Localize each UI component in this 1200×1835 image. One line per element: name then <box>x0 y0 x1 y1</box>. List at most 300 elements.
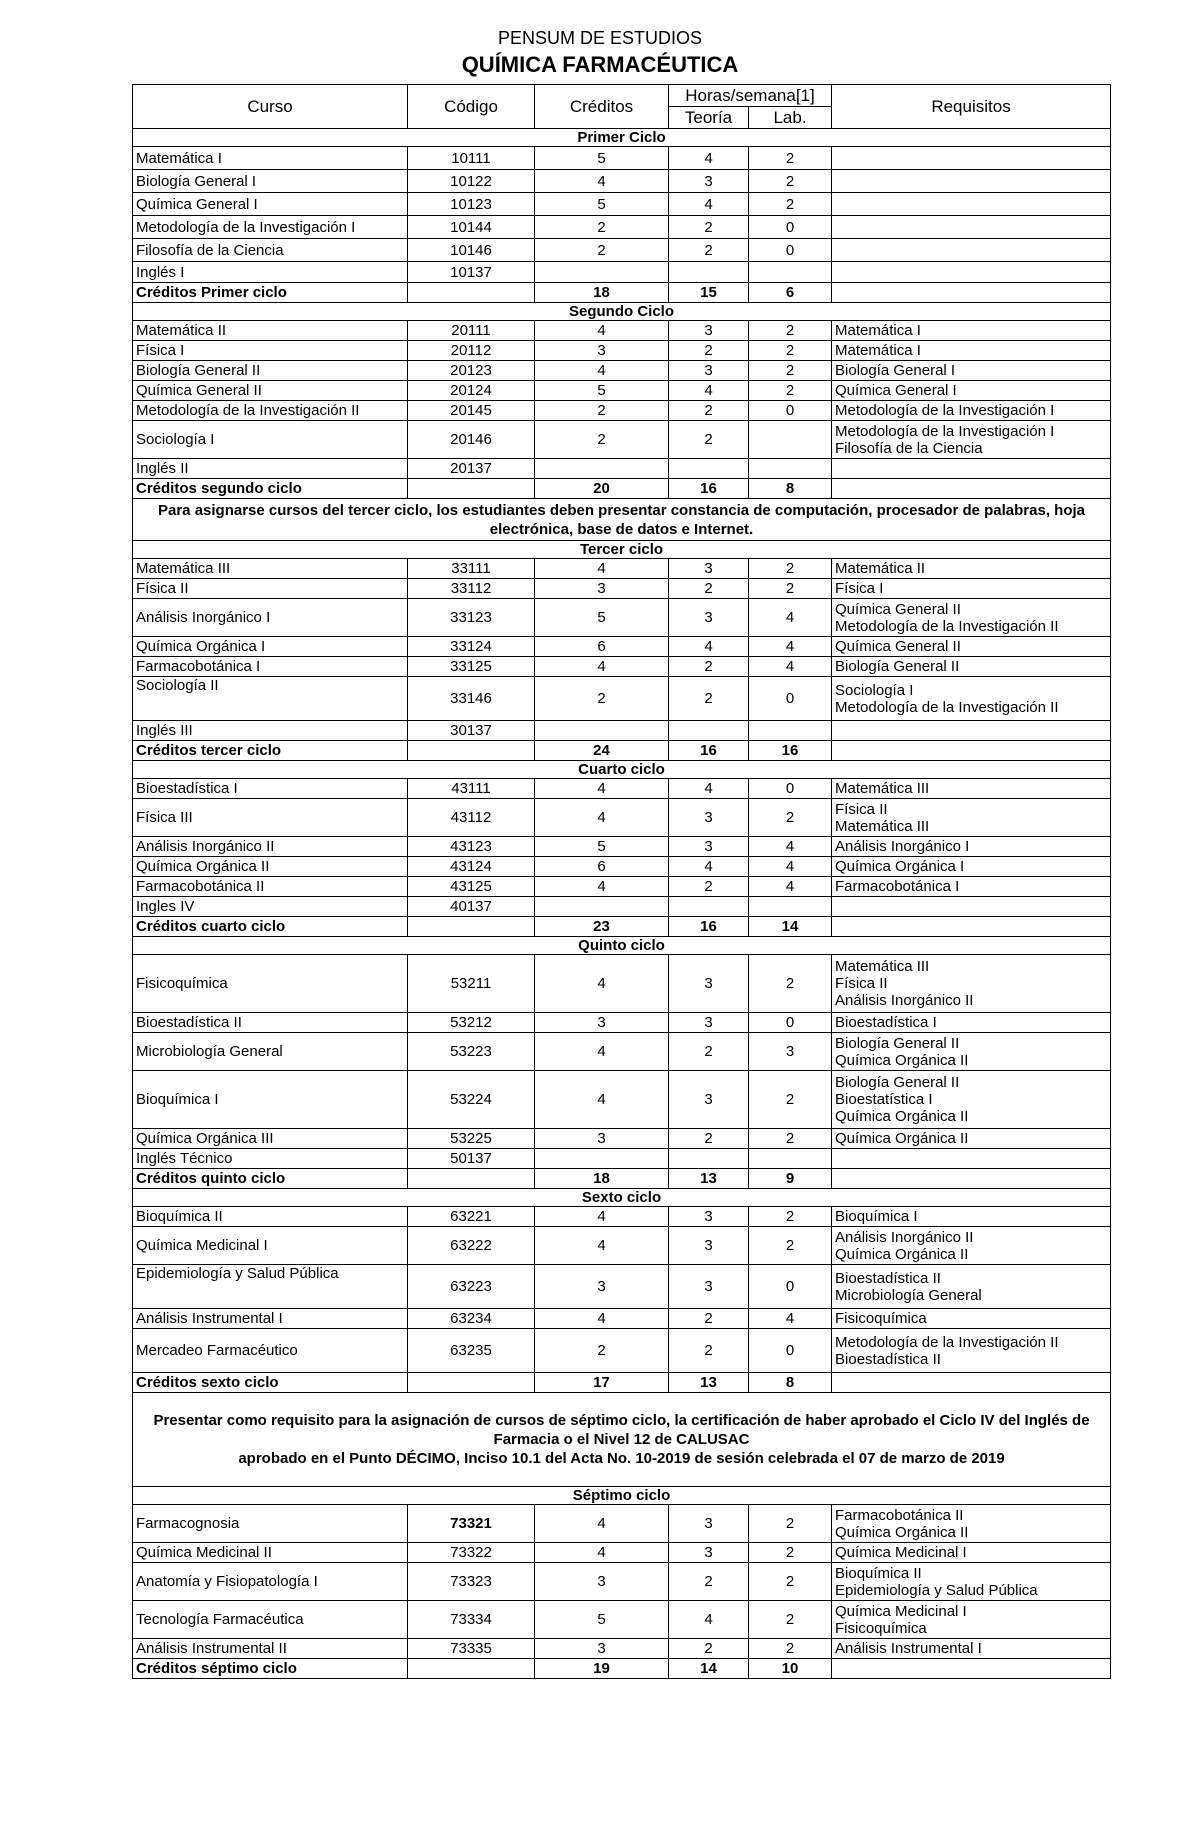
course-lab-hours: 2 <box>749 1601 832 1639</box>
pensum-table <box>132 84 1111 1679</box>
course-requisites: Fisicoquímica <box>832 1309 1111 1329</box>
course-row <box>133 1309 1111 1329</box>
course-row <box>133 1071 1111 1129</box>
course-name: Metodología de la Investigación I <box>133 216 408 239</box>
course-credits: 4 <box>535 1505 669 1543</box>
course-code: 63234 <box>408 1309 535 1329</box>
course-theory-hours: 3 <box>669 837 749 857</box>
course-row <box>133 193 1111 216</box>
course-theory-hours: 3 <box>669 1207 749 1227</box>
course-row <box>133 1149 1111 1169</box>
course-theory-hours: 3 <box>669 955 749 1013</box>
course-name: Farmacognosia <box>133 1505 408 1543</box>
course-theory-hours: 4 <box>669 147 749 170</box>
course-lab-hours: 0 <box>749 401 832 421</box>
course-row <box>133 341 1111 361</box>
course-credits: 5 <box>535 193 669 216</box>
total-lab-hours: 14 <box>749 917 832 937</box>
course-code: 43123 <box>408 837 535 857</box>
course-row <box>133 1033 1111 1071</box>
total-code-empty <box>408 741 535 761</box>
course-requisites: Metodología de la Investigación I Filosofía de la Ciencia <box>832 421 1111 459</box>
course-row <box>133 897 1111 917</box>
course-credits: 2 <box>535 421 669 459</box>
course-code: 30137 <box>408 721 535 741</box>
course-requisites: Química Orgánica II <box>832 1129 1111 1149</box>
course-code: 53223 <box>408 1033 535 1071</box>
cycle-total-row <box>133 741 1111 761</box>
course-code: 73322 <box>408 1543 535 1563</box>
course-requisites: Biología General II Química Orgánica II <box>832 1033 1111 1071</box>
course-requisites: Bioquímica II Epidemiología y Salud Pública <box>832 1563 1111 1601</box>
course-code: 20146 <box>408 421 535 459</box>
course-lab-hours: 4 <box>749 657 832 677</box>
course-name: Química General II <box>133 381 408 401</box>
course-name: Bioquímica I <box>133 1071 408 1129</box>
course-code: 20123 <box>408 361 535 381</box>
course-row <box>133 877 1111 897</box>
course-requisites: Biología General II Bioestatística I Química Orgánica II <box>832 1071 1111 1129</box>
course-row <box>133 421 1111 459</box>
course-requisites: Análisis Inorgánico I <box>832 837 1111 857</box>
course-code: 33123 <box>408 599 535 637</box>
course-lab-hours: 2 <box>749 147 832 170</box>
course-row <box>133 381 1111 401</box>
course-name: Inglés III <box>133 721 408 741</box>
cycle-heading: Tercer ciclo <box>133 541 1111 559</box>
course-theory-hours <box>669 262 749 283</box>
total-lab-hours: 6 <box>749 283 832 303</box>
cycle-total-row <box>133 1659 1111 1679</box>
header-lab: Lab. <box>749 107 832 129</box>
course-code: 10122 <box>408 170 535 193</box>
course-theory-hours: 2 <box>669 1309 749 1329</box>
course-requisites <box>832 262 1111 283</box>
course-code: 53211 <box>408 955 535 1013</box>
course-name: Bioestadística I <box>133 779 408 799</box>
course-name: Farmacobotánica I <box>133 657 408 677</box>
course-name: Química Medicinal II <box>133 1543 408 1563</box>
total-credits: 18 <box>535 1169 669 1189</box>
course-theory-hours: 2 <box>669 421 749 459</box>
course-theory-hours: 2 <box>669 1129 749 1149</box>
course-lab-hours: 2 <box>749 361 832 381</box>
course-lab-hours: 4 <box>749 599 832 637</box>
course-theory-hours: 3 <box>669 1265 749 1309</box>
requirement-note-row <box>133 499 1111 541</box>
course-credits <box>535 459 669 479</box>
course-name: Análisis Inorgánico II <box>133 837 408 857</box>
course-requisites: Bioestadística I <box>832 1013 1111 1033</box>
total-label: Créditos segundo ciclo <box>133 479 408 499</box>
course-requisites: Matemática III Física II Análisis Inorgánico II <box>832 955 1111 1013</box>
course-name: Sociología II <box>133 677 408 721</box>
cycle-heading-row <box>133 541 1111 559</box>
course-row <box>133 147 1111 170</box>
total-requisites-empty <box>832 1373 1111 1393</box>
course-credits: 4 <box>535 799 669 837</box>
course-lab-hours: 0 <box>749 239 832 262</box>
course-code: 73321 <box>408 1505 535 1543</box>
course-credits: 2 <box>535 239 669 262</box>
header-curso: Curso <box>133 85 408 129</box>
course-credits: 3 <box>535 1563 669 1601</box>
course-theory-hours: 3 <box>669 1505 749 1543</box>
total-credits: 24 <box>535 741 669 761</box>
total-credits: 18 <box>535 283 669 303</box>
course-code: 33124 <box>408 637 535 657</box>
course-lab-hours <box>749 459 832 479</box>
course-name: Análisis Instrumental II <box>133 1639 408 1659</box>
course-theory-hours: 2 <box>669 1563 749 1601</box>
course-requisites: Bioquímica I <box>832 1207 1111 1227</box>
course-theory-hours: 4 <box>669 857 749 877</box>
total-requisites-empty <box>832 917 1111 937</box>
course-requisites: Sociología I Metodología de la Investigación II <box>832 677 1111 721</box>
cycle-total-row <box>133 283 1111 303</box>
course-credits: 5 <box>535 147 669 170</box>
course-row <box>133 321 1111 341</box>
course-row <box>133 799 1111 837</box>
course-lab-hours <box>749 421 832 459</box>
course-row <box>133 721 1111 741</box>
total-requisites-empty <box>832 283 1111 303</box>
course-code: 20111 <box>408 321 535 341</box>
course-row <box>133 677 1111 721</box>
course-lab-hours: 2 <box>749 1639 832 1659</box>
course-requisites: Matemática I <box>832 321 1111 341</box>
course-theory-hours: 3 <box>669 1071 749 1129</box>
course-credits: 5 <box>535 837 669 857</box>
header-requisitos: Requisitos <box>832 85 1111 129</box>
cycle-total-row <box>133 917 1111 937</box>
course-lab-hours: 4 <box>749 837 832 857</box>
course-theory-hours: 3 <box>669 361 749 381</box>
course-row <box>133 216 1111 239</box>
course-requisites: Biología General II <box>832 657 1111 677</box>
course-lab-hours: 2 <box>749 193 832 216</box>
total-label: Créditos tercer ciclo <box>133 741 408 761</box>
course-lab-hours: 0 <box>749 677 832 721</box>
course-name: Inglés Técnico <box>133 1149 408 1169</box>
course-credits <box>535 1149 669 1169</box>
course-requisites <box>832 721 1111 741</box>
course-code: 10137 <box>408 262 535 283</box>
total-credits: 20 <box>535 479 669 499</box>
cycle-heading-row <box>133 1189 1111 1207</box>
course-credits: 6 <box>535 637 669 657</box>
total-code-empty <box>408 479 535 499</box>
course-lab-hours: 4 <box>749 637 832 657</box>
course-requisites <box>832 897 1111 917</box>
course-theory-hours <box>669 459 749 479</box>
header-creditos: Créditos <box>535 85 669 129</box>
course-theory-hours: 3 <box>669 559 749 579</box>
course-credits: 4 <box>535 1071 669 1129</box>
course-code: 20145 <box>408 401 535 421</box>
cycle-total-row <box>133 1373 1111 1393</box>
course-name: Análisis Inorgánico I <box>133 599 408 637</box>
cycle-heading: Séptimo ciclo <box>133 1487 1111 1505</box>
total-requisites-empty <box>832 1659 1111 1679</box>
course-theory-hours: 4 <box>669 193 749 216</box>
total-code-empty <box>408 1169 535 1189</box>
document-title: PENSUM DE ESTUDIOS <box>497 28 703 48</box>
total-label: Créditos cuarto ciclo <box>133 917 408 937</box>
total-theory-hours: 15 <box>669 283 749 303</box>
course-lab-hours: 2 <box>749 321 832 341</box>
course-lab-hours: 2 <box>749 1543 832 1563</box>
total-credits: 19 <box>535 1659 669 1679</box>
course-code: 50137 <box>408 1149 535 1169</box>
course-name: Física I <box>133 341 408 361</box>
course-row <box>133 262 1111 283</box>
course-name: Inglés II <box>133 459 408 479</box>
course-lab-hours: 2 <box>749 799 832 837</box>
course-row <box>133 1543 1111 1563</box>
course-code: 63235 <box>408 1329 535 1373</box>
cycle-heading-row <box>133 129 1111 147</box>
course-requisites <box>832 147 1111 170</box>
pensum-table-body <box>133 85 1111 1679</box>
total-lab-hours: 8 <box>749 479 832 499</box>
course-requisites <box>832 170 1111 193</box>
course-credits: 2 <box>535 216 669 239</box>
course-credits: 4 <box>535 321 669 341</box>
course-credits: 4 <box>535 559 669 579</box>
course-name: Análisis Instrumental I <box>133 1309 408 1329</box>
course-name: Matemática III <box>133 559 408 579</box>
course-name: Física II <box>133 579 408 599</box>
course-requisites: Análisis Inorgánico II Química Orgánica II <box>832 1227 1111 1265</box>
course-credits: 4 <box>535 955 669 1013</box>
total-lab-hours: 16 <box>749 741 832 761</box>
total-requisites-empty <box>832 479 1111 499</box>
total-code-empty <box>408 917 535 937</box>
course-code: 73323 <box>408 1563 535 1601</box>
course-credits <box>535 721 669 741</box>
total-lab-hours: 8 <box>749 1373 832 1393</box>
course-name: Matemática II <box>133 321 408 341</box>
course-row <box>133 170 1111 193</box>
course-theory-hours: 2 <box>669 1639 749 1659</box>
course-lab-hours: 0 <box>749 779 832 799</box>
course-requisites: Biología General I <box>832 361 1111 381</box>
course-credits: 4 <box>535 877 669 897</box>
course-row <box>133 1563 1111 1601</box>
course-name: Tecnología Farmacéutica <box>133 1601 408 1639</box>
course-lab-hours: 0 <box>749 1329 832 1373</box>
course-name: Química Orgánica II <box>133 857 408 877</box>
total-theory-hours: 16 <box>669 741 749 761</box>
course-requisites: Química Medicinal I <box>832 1543 1111 1563</box>
course-code: 10144 <box>408 216 535 239</box>
course-row <box>133 955 1111 1013</box>
course-code: 10111 <box>408 147 535 170</box>
total-theory-hours: 16 <box>669 917 749 937</box>
cycle-heading: Sexto ciclo <box>133 1189 1111 1207</box>
course-credits: 4 <box>535 361 669 381</box>
course-row <box>133 401 1111 421</box>
total-label: Créditos séptimo ciclo <box>133 1659 408 1679</box>
course-requisites <box>832 239 1111 262</box>
header-teoria: Teoría <box>669 107 749 129</box>
course-code: 43125 <box>408 877 535 897</box>
total-theory-hours: 13 <box>669 1169 749 1189</box>
course-code: 63223 <box>408 1265 535 1309</box>
cycle-heading: Primer Ciclo <box>133 129 1111 147</box>
course-theory-hours: 4 <box>669 381 749 401</box>
course-requisites: Análisis Instrumental I <box>832 1639 1111 1659</box>
course-theory-hours: 3 <box>669 1543 749 1563</box>
course-theory-hours: 4 <box>669 779 749 799</box>
course-credits: 5 <box>535 1601 669 1639</box>
course-lab-hours: 2 <box>749 955 832 1013</box>
course-theory-hours: 2 <box>669 341 749 361</box>
total-theory-hours: 14 <box>669 1659 749 1679</box>
course-requisites: Matemática II <box>832 559 1111 579</box>
course-name: Sociología I <box>133 421 408 459</box>
course-theory-hours <box>669 721 749 741</box>
course-requisites: Metodología de la Investigación I <box>832 401 1111 421</box>
course-lab-hours: 2 <box>749 579 832 599</box>
course-theory-hours: 2 <box>669 1329 749 1373</box>
course-name: Mercadeo Farmacéutico <box>133 1329 408 1373</box>
course-requisites: Metodología de la Investigación II Bioestadística II <box>832 1329 1111 1373</box>
course-theory-hours: 2 <box>669 216 749 239</box>
course-requisites: Bioestadística II Microbiología General <box>832 1265 1111 1309</box>
course-code: 63222 <box>408 1227 535 1265</box>
course-credits: 4 <box>535 1207 669 1227</box>
document-subtitle: QUÍMICA FARMACÉUTICA <box>461 52 739 77</box>
cycle-heading: Segundo Ciclo <box>133 303 1111 321</box>
course-requisites: Química General II <box>832 637 1111 657</box>
course-row <box>133 361 1111 381</box>
course-credits: 4 <box>535 779 669 799</box>
course-code: 10123 <box>408 193 535 216</box>
course-requisites: Farmacobotánica II Química Orgánica II <box>832 1505 1111 1543</box>
course-lab-hours: 4 <box>749 857 832 877</box>
course-lab-hours: 0 <box>749 216 832 239</box>
course-theory-hours: 2 <box>669 877 749 897</box>
course-requisites <box>832 193 1111 216</box>
requirement-note: Presentar como requisito para la asignación de cursos de séptimo ciclo, la certificación de haber aprobado el Ciclo IV del Inglés de Farmacia o el Nivel 12 de CALUSAC aprobado en el Punto DÉCIMO, Inciso 10.1 del Acta No. 10-2019 de sesión celebrada el 07 de marzo de 2019 <box>133 1393 1111 1487</box>
course-requisites: Química General I <box>832 381 1111 401</box>
course-code: 43112 <box>408 799 535 837</box>
course-lab-hours: 2 <box>749 559 832 579</box>
course-lab-hours: 4 <box>749 1309 832 1329</box>
table-header-row <box>133 85 1111 107</box>
course-code: 20112 <box>408 341 535 361</box>
course-code: 53225 <box>408 1129 535 1149</box>
course-requisites: Química General II Metodología de la Investigación II <box>832 599 1111 637</box>
course-theory-hours: 3 <box>669 799 749 837</box>
course-row <box>133 559 1111 579</box>
course-code: 53212 <box>408 1013 535 1033</box>
course-requisites: Matemática I <box>832 341 1111 361</box>
requirement-note: Para asignarse cursos del tercer ciclo, los estudiantes deben presentar constancia de computación, procesador de palabras, hoja electrónica, base de datos e Internet. <box>133 499 1111 541</box>
course-row <box>133 857 1111 877</box>
course-theory-hours: 2 <box>669 677 749 721</box>
course-requisites: Matemática III <box>832 779 1111 799</box>
course-credits: 4 <box>535 1543 669 1563</box>
course-name: Epidemiología y Salud Pública <box>133 1265 408 1309</box>
total-label: Créditos sexto ciclo <box>133 1373 408 1393</box>
total-label: Créditos quinto ciclo <box>133 1169 408 1189</box>
course-row <box>133 1227 1111 1265</box>
course-code: 63221 <box>408 1207 535 1227</box>
course-name: Anatomía y Fisiopatología I <box>133 1563 408 1601</box>
course-row <box>133 239 1111 262</box>
course-lab-hours: 2 <box>749 1129 832 1149</box>
course-theory-hours: 3 <box>669 321 749 341</box>
course-theory-hours <box>669 897 749 917</box>
course-credits: 3 <box>535 1639 669 1659</box>
course-credits <box>535 262 669 283</box>
course-name: Filosofía de la Ciencia <box>133 239 408 262</box>
course-code: 43111 <box>408 779 535 799</box>
course-row <box>133 1129 1111 1149</box>
course-name: Química Orgánica III <box>133 1129 408 1149</box>
cycle-heading-row <box>133 761 1111 779</box>
course-name: Biología General I <box>133 170 408 193</box>
course-name: Farmacobotánica II <box>133 877 408 897</box>
course-name: Física III <box>133 799 408 837</box>
course-name: Inglés I <box>133 262 408 283</box>
course-row <box>133 637 1111 657</box>
course-code: 20137 <box>408 459 535 479</box>
course-requisites <box>832 1149 1111 1169</box>
course-lab-hours: 0 <box>749 1013 832 1033</box>
total-code-empty <box>408 1373 535 1393</box>
cycle-heading-row <box>133 937 1111 955</box>
course-requisites: Física II Matemática III <box>832 799 1111 837</box>
course-name: Biología General II <box>133 361 408 381</box>
course-lab-hours <box>749 1149 832 1169</box>
course-theory-hours <box>669 1149 749 1169</box>
course-requisites: Farmacobotánica I <box>832 877 1111 897</box>
course-name: Ingles IV <box>133 897 408 917</box>
total-code-empty <box>408 1659 535 1679</box>
course-credits: 6 <box>535 857 669 877</box>
course-lab-hours: 4 <box>749 877 832 897</box>
course-name: Bioestadística II <box>133 1013 408 1033</box>
course-lab-hours: 0 <box>749 1265 832 1309</box>
requirement-note-row <box>133 1393 1111 1487</box>
course-code: 43124 <box>408 857 535 877</box>
course-name: Química General I <box>133 193 408 216</box>
course-row <box>133 837 1111 857</box>
course-code: 73334 <box>408 1601 535 1639</box>
course-credits: 3 <box>535 1129 669 1149</box>
course-credits: 4 <box>535 1309 669 1329</box>
course-name: Fisicoquímica <box>133 955 408 1013</box>
course-lab-hours <box>749 721 832 741</box>
course-credits <box>535 897 669 917</box>
total-label: Créditos Primer ciclo <box>133 283 408 303</box>
course-code: 33146 <box>408 677 535 721</box>
total-requisites-empty <box>832 1169 1111 1189</box>
header-horas-semana: Horas/semana[1] <box>669 85 832 107</box>
course-name: Microbiología General <box>133 1033 408 1071</box>
cycle-total-row <box>133 479 1111 499</box>
course-theory-hours: 3 <box>669 1227 749 1265</box>
course-lab-hours <box>749 897 832 917</box>
cycle-heading-row <box>133 303 1111 321</box>
cycle-heading: Cuarto ciclo <box>133 761 1111 779</box>
total-credits: 17 <box>535 1373 669 1393</box>
course-row <box>133 1601 1111 1639</box>
